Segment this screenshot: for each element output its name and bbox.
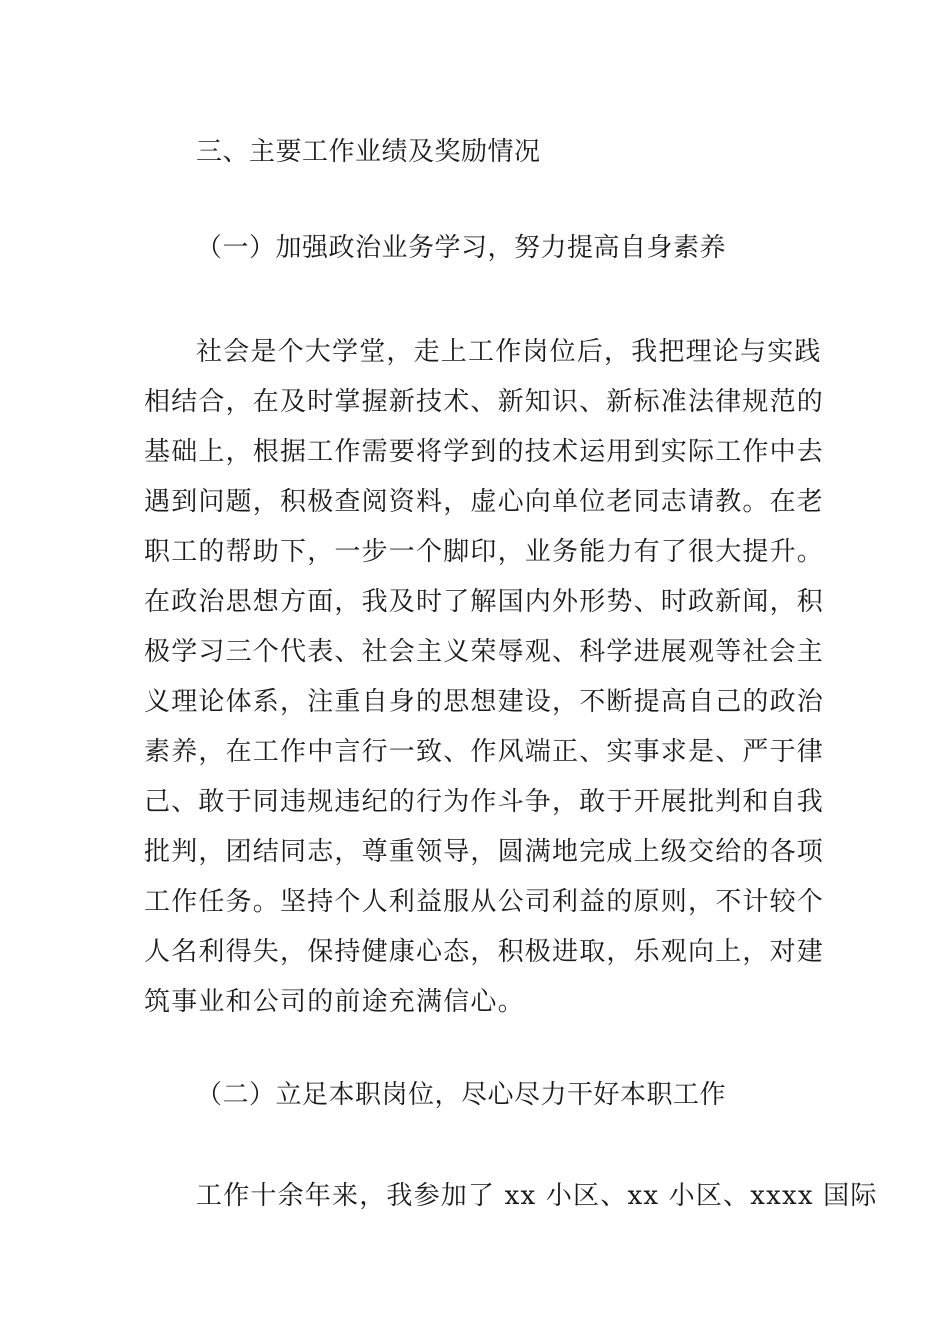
paragraph-line: 遇到问题，积极查阅资料，虚心向单位老同志请教。在老 <box>144 487 825 517</box>
paragraph-line: 素养，在工作中言行一致、作风端正、实事求是、严于律 <box>144 737 825 767</box>
subheading-political-study: （一）加强政治业务学习，努力提高自身素养 <box>196 233 727 263</box>
paragraph-line: 义理论体系，注重自身的思想建设，不断提高自己的政治 <box>144 687 825 717</box>
paragraph-line: 在政治思想方面，我及时了解国内外形势、时政新闻，积 <box>144 587 825 617</box>
section-heading: 三、主要工作业绩及奖励情况 <box>196 137 541 167</box>
paragraph-line: 筑事业和公司的前途充满信心。 <box>144 987 525 1017</box>
paragraph-political-study <box>144 327 825 1027</box>
paragraph-job-duty <box>144 1171 878 1221</box>
paragraph-line: 工作任务。坚持个人利益服从公司利益的原则，不计较个 <box>144 887 825 917</box>
paragraph-line: 工作十余年来，我参加了 xx 小区、xx 小区、xxxx 国际 <box>196 1181 878 1211</box>
paragraph-line: 己、敢于同违规违纪的行为作斗争，敢于开展批判和自我 <box>144 787 825 817</box>
paragraph-line: 社会是个大学堂，走上工作岗位后，我把理论与实践 <box>196 337 822 367</box>
paragraph-line: 基础上，根据工作需要将学到的技术运用到实际工作中去 <box>144 437 825 467</box>
subheading-job-duty: （二）立足本职岗位，尽心尽力干好本职工作 <box>196 1080 727 1110</box>
paragraph-line: 批判，团结同志，尊重领导，圆满地完成上级交给的各项 <box>144 837 825 867</box>
paragraph-line: 职工的帮助下，一步一个脚印，业务能力有了很大提升。 <box>144 537 825 567</box>
paragraph-line: 相结合，在及时掌握新技术、新知识、新标准法律规范的 <box>144 387 825 417</box>
paragraph-line: 极学习三个代表、社会主义荣辱观、科学进展观等社会主 <box>144 637 825 667</box>
paragraph-line: 人名利得失，保持健康心态，积极进取，乐观向上，对建 <box>144 937 825 967</box>
